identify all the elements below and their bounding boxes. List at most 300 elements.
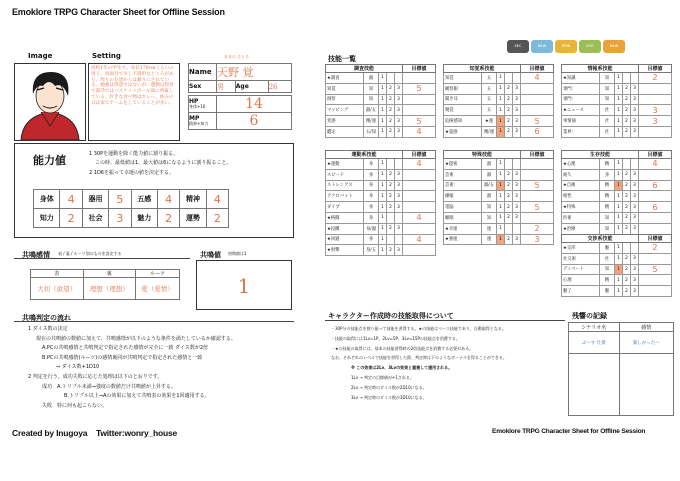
skill-level-1[interactable]: 1	[497, 94, 505, 105]
skill-goal: 5	[521, 180, 554, 191]
skill-ability: 知	[600, 223, 615, 234]
skill-level-2[interactable]: 2	[387, 191, 395, 202]
skill-goal	[403, 191, 436, 202]
skill-level-1[interactable]: 1	[379, 169, 387, 180]
skill-goal	[639, 275, 672, 286]
growth-line: ※ この効果は2Lv、3Lvの効果と重複して適用される。	[351, 365, 453, 371]
resonance-header: 表	[31, 270, 84, 278]
ability-rule1b: この時、最低値は1、最大値は6になるように割り振ること。	[95, 160, 232, 166]
skill-name: 睡眠	[444, 212, 482, 223]
skill-name: ★ニュース	[562, 105, 600, 116]
skill-level-1[interactable]: 1	[615, 94, 623, 105]
skill-level-2[interactable]: 2	[505, 105, 513, 116]
skill-level-2[interactable]: 2	[387, 245, 395, 256]
skill-level-1[interactable]: 1	[615, 202, 623, 213]
skill-row	[562, 180, 672, 191]
skill-level-3[interactable]: 3	[631, 191, 639, 202]
skill-group-survival	[561, 150, 671, 235]
skill-level-2[interactable]: 2	[623, 286, 631, 297]
skill-goal	[403, 94, 436, 105]
skill-level-2[interactable]: 2	[623, 223, 631, 234]
resonance-note: 表 / 裏 / ルーツ別のものを設定する	[58, 251, 122, 256]
skill-level-1[interactable]: 1	[379, 116, 387, 127]
skill-level-3[interactable]	[395, 73, 403, 84]
skill-level-2[interactable]: 2	[505, 126, 513, 137]
ability-value: 5	[109, 190, 131, 209]
footer-credit: Created by Inugoya	[12, 428, 88, 438]
skill-level-1[interactable]: 1	[615, 180, 623, 191]
skill-level-3[interactable]: 3	[395, 191, 403, 202]
skill-name: 電脳	[444, 202, 482, 213]
skill-level-3[interactable]: 3	[631, 264, 639, 275]
flow-line: 現在の共鳴値の数値に加えて、共鳴感情が以下のような条件を満たしているか確認する。	[36, 335, 236, 342]
skill-goal	[521, 169, 554, 180]
flow-line: ⇒ ダイス数+1D10	[56, 364, 100, 371]
skill-ability: 身	[364, 191, 379, 202]
skill-row	[326, 105, 436, 116]
skill-level-3[interactable]	[513, 73, 521, 84]
skill-row	[444, 83, 554, 94]
skill-level-1[interactable]: 1	[497, 105, 505, 116]
skill-level-2[interactable]	[623, 243, 631, 254]
ability-table	[33, 189, 229, 228]
skill-group-information	[561, 64, 671, 138]
skill-ability: 五	[482, 105, 497, 116]
skill-level-1[interactable]: 1	[379, 234, 387, 245]
skill-level-3[interactable]: 3	[395, 202, 403, 213]
skill-level-3[interactable]: 3	[395, 83, 403, 94]
skill-level-2[interactable]	[505, 223, 513, 234]
skill-level-3[interactable]	[631, 243, 639, 254]
skill-name: ダイブ	[326, 202, 364, 213]
skill-goal	[639, 94, 672, 105]
flow-title: 共鳴判定の流れ	[22, 314, 71, 322]
skill-row	[562, 191, 672, 202]
record-header: シナリオ名	[569, 323, 620, 332]
skill-level-1[interactable]: 1	[615, 243, 623, 254]
goal-header: 目標値	[639, 65, 672, 73]
skill-level-1[interactable]: 1	[497, 202, 505, 213]
skill-level-1[interactable]: 1	[497, 116, 505, 127]
skill-row	[444, 191, 554, 202]
skill-row	[562, 105, 672, 116]
skill-level-2[interactable]: 2	[623, 212, 631, 223]
name-label: Name	[189, 64, 217, 81]
skill-level-1[interactable]: 1	[615, 275, 623, 286]
skill-level-3[interactable]: 3	[395, 169, 403, 180]
skill-level-3[interactable]: 3	[631, 169, 639, 180]
skill-goal	[521, 191, 554, 202]
skill-level-1[interactable]: 1	[379, 83, 387, 94]
skill-ability: 知	[600, 94, 615, 105]
skill-row	[562, 202, 672, 213]
skill-ability: ★運	[482, 116, 497, 127]
skill-level-1[interactable]: 1	[615, 253, 623, 264]
skill-level-2[interactable]	[505, 159, 513, 170]
skill-row	[326, 159, 436, 170]
image-label: Image	[28, 52, 53, 60]
ability-rule1: 1 30Pを運動を除く能力値に割り振る。	[89, 151, 179, 157]
skill-row	[326, 83, 436, 94]
footer-twitter: Twitter:wonry_house	[96, 428, 178, 438]
skill-level-3[interactable]	[513, 159, 521, 170]
skill-level-3[interactable]: 3	[513, 191, 521, 202]
skill-level-1[interactable]: 1	[379, 191, 387, 202]
skill-level-1[interactable]: 1	[615, 286, 623, 297]
skill-row	[326, 94, 436, 105]
skill-level-3[interactable]: 3	[631, 223, 639, 234]
skill-level-2[interactable]: 2	[623, 116, 631, 127]
skill-level-3[interactable]: 3	[395, 223, 403, 234]
skill-row	[326, 212, 436, 223]
skill-goal	[639, 169, 672, 180]
hp-value: 14	[217, 96, 292, 113]
skill-level-1[interactable]: 1	[497, 159, 505, 170]
skill-row	[562, 243, 672, 254]
skill-level-3[interactable]: 3	[513, 105, 521, 116]
skill-level-3[interactable]: 3	[513, 116, 521, 127]
record-header: 感情	[619, 323, 674, 332]
badge: DOC	[579, 40, 601, 53]
ability-label: 知力	[34, 209, 60, 228]
skill-level-3[interactable]: 3	[395, 245, 403, 256]
skill-level-3[interactable]: 3	[513, 126, 521, 137]
skill-name: 魅了	[562, 286, 600, 297]
skill-level-1[interactable]: 1	[615, 73, 623, 84]
ability-label: 運勢	[180, 209, 206, 228]
resonance-value: 愛（愛情）	[136, 278, 180, 300]
skill-level-1[interactable]: 1	[615, 105, 623, 116]
skill-row	[444, 116, 554, 127]
skill-goal	[521, 94, 554, 105]
skill-name: 事情通	[562, 116, 600, 127]
skill-level-1[interactable]: 1	[497, 180, 505, 191]
character-portrait	[14, 63, 86, 141]
growth-line: 1Lv → 判定の目標値が+1される。	[351, 374, 414, 380]
skill-level-3[interactable]: 3	[631, 202, 639, 213]
skill-level-1[interactable]: 1	[615, 223, 623, 234]
ability-label: 精神	[180, 190, 206, 209]
skill-level-1[interactable]: 1	[615, 212, 623, 223]
skill-goal: 4	[403, 126, 436, 137]
skill-level-2[interactable]: 2	[623, 83, 631, 94]
skill-ability: 知	[482, 212, 497, 223]
skill-level-3[interactable]: 3	[631, 253, 639, 264]
skill-group-title: 特殊技能	[444, 151, 521, 159]
skill-level-2[interactable]: 2	[387, 105, 395, 116]
goal-header: 目標値	[403, 65, 436, 73]
skill-level-2[interactable]: 2	[505, 234, 513, 245]
skill-level-3[interactable]: 3	[631, 83, 639, 94]
skill-ability: 五	[482, 94, 497, 105]
ability-title: 能力値	[33, 154, 66, 167]
skill-level-2[interactable]: 2	[623, 264, 631, 275]
skill-level-1[interactable]: 1	[497, 191, 505, 202]
skill-goal	[403, 105, 436, 116]
resonance-box	[14, 258, 190, 312]
skill-ability: 身	[364, 212, 379, 223]
skill-level-2[interactable]: 2	[505, 202, 513, 213]
skill-level-2[interactable]: 2	[387, 94, 395, 105]
ability-label: 魅力	[131, 209, 157, 228]
skill-level-2[interactable]	[387, 234, 395, 245]
badge: NEW	[603, 40, 625, 53]
skill-level-3[interactable]: 3	[631, 94, 639, 105]
skill-level-3[interactable]: 3	[513, 169, 521, 180]
skill-ability: 精	[600, 202, 615, 213]
ability-panel	[14, 143, 294, 238]
skill-level-3[interactable]: 3	[631, 275, 639, 286]
skill-row	[562, 126, 672, 137]
skill-level-2[interactable]: 2	[505, 180, 513, 191]
skill-level-3[interactable]: 3	[513, 234, 521, 245]
skill-level-3[interactable]: 3	[513, 202, 521, 213]
skill-level-3[interactable]	[395, 212, 403, 223]
skill-level-1[interactable]: 1	[615, 126, 623, 137]
skill-level-1[interactable]: 1	[379, 202, 387, 213]
skill-name: ★格闘	[326, 212, 364, 223]
skill-goal	[403, 223, 436, 234]
skill-ability: 精	[600, 275, 615, 286]
skill-row	[444, 202, 554, 213]
skill-goal	[639, 223, 672, 234]
age-value: 26	[268, 81, 291, 93]
skill-level-3[interactable]: 3	[631, 286, 639, 297]
skill-row	[562, 159, 672, 170]
skill-row	[562, 212, 672, 223]
skill-row	[326, 73, 436, 84]
skill-level-2[interactable]: 2	[505, 191, 513, 202]
skill-row	[562, 275, 672, 286]
record-emotion: 楽しかった〜	[619, 332, 674, 354]
skill-ability: 精	[600, 180, 615, 191]
skill-level-3[interactable]: 3	[395, 180, 403, 191]
skill-ability: 知	[600, 83, 615, 94]
skill-level-2[interactable]: 2	[505, 169, 513, 180]
skill-level-2[interactable]: 2	[387, 116, 395, 127]
skill-level-2[interactable]: 2	[387, 202, 395, 213]
skill-goal: 4	[403, 159, 436, 170]
skill-goal: 3	[639, 105, 672, 116]
skill-level-2[interactable]: 2	[623, 191, 631, 202]
resonance-value-box	[196, 260, 292, 310]
skill-name: 心理	[562, 275, 600, 286]
goal-header: 目標値	[403, 151, 436, 159]
skill-goal	[403, 169, 436, 180]
skill-row	[562, 94, 672, 105]
skill-level-3[interactable]: 3	[513, 212, 521, 223]
skill-level-3[interactable]	[395, 234, 403, 245]
skill-level-2[interactable]	[623, 159, 631, 170]
skill-row	[562, 223, 672, 234]
skill-level-1[interactable]: 1	[615, 191, 623, 202]
growth-line: ・技能の取得には1Lv=1P、2Lv=5P、3Lv=15Pの技能点を消費する。	[331, 335, 460, 341]
skill-goal: 2	[639, 243, 672, 254]
skill-name: ★治療	[562, 223, 600, 234]
skill-level-3[interactable]: 3	[631, 126, 639, 137]
skill-level-3[interactable]: 3	[513, 180, 521, 191]
skill-ability: 五	[482, 73, 497, 84]
skill-level-2[interactable]: 2	[623, 105, 631, 116]
skill-level-2[interactable]	[505, 73, 513, 84]
skill-level-2[interactable]: 2	[623, 169, 631, 180]
skill-name: ★調査	[326, 73, 364, 84]
skill-ability: 精	[600, 191, 615, 202]
skill-level-2[interactable]	[387, 73, 395, 84]
skill-level-2[interactable]: 2	[505, 116, 513, 127]
skill-name: ディベート	[562, 264, 600, 275]
skill-level-1[interactable]: 1	[497, 234, 505, 245]
skill-level-3[interactable]: 3	[513, 83, 521, 94]
skill-level-1[interactable]: 1	[615, 264, 623, 275]
skill-level-1[interactable]: 1	[379, 126, 387, 137]
skill-name: 専門:	[562, 83, 600, 94]
skill-level-3[interactable]	[395, 159, 403, 170]
profile-panel	[188, 55, 292, 130]
skill-row	[326, 169, 436, 180]
skill-goal	[403, 73, 436, 84]
skill-level-3[interactable]	[513, 223, 521, 234]
skill-level-1[interactable]: 1	[379, 212, 387, 223]
skill-level-1[interactable]: 1	[379, 105, 387, 116]
name-ruby: あまの さとる	[224, 54, 250, 59]
skill-level-1[interactable]: 1	[379, 223, 387, 234]
skill-level-3[interactable]: 3	[513, 94, 521, 105]
skill-row	[444, 169, 554, 180]
portrait-illustration	[15, 64, 85, 140]
skill-goal	[521, 105, 554, 116]
sex-label: Sex	[189, 81, 217, 93]
skill-goal: 5	[639, 264, 672, 275]
skill-level-1[interactable]: 1	[379, 73, 387, 84]
skill-group-title: 調査技能	[326, 65, 403, 73]
skill-level-3[interactable]: 3	[395, 116, 403, 127]
skill-row	[444, 234, 554, 245]
skill-goal: 5	[403, 116, 436, 127]
skill-goal: 4	[639, 159, 672, 170]
skill-ability: 器/五	[482, 180, 497, 191]
skill-name: ★幸運	[444, 223, 482, 234]
skill-name: ★射撃	[326, 245, 364, 256]
resonance-value-note: 初期値は1	[228, 251, 247, 256]
badge-row	[505, 40, 625, 53]
hp-label: HP	[189, 98, 199, 106]
skill-goal: 2	[521, 223, 554, 234]
skill-ability: 知	[600, 212, 615, 223]
skill-level-1[interactable]: 1	[615, 159, 623, 170]
skill-level-3[interactable]	[631, 73, 639, 84]
record-scenario: ぷ〜す 仕掛	[569, 332, 620, 354]
skill-level-3[interactable]	[631, 159, 639, 170]
skill-ability: 知	[364, 94, 379, 105]
skill-ability: 身	[600, 169, 615, 180]
skill-level-2[interactable]: 2	[387, 180, 395, 191]
skill-level-1[interactable]: 1	[497, 212, 505, 223]
skill-level-3[interactable]: 3	[631, 105, 639, 116]
skill-goal	[403, 245, 436, 256]
badge: SEC	[507, 40, 529, 53]
skill-goal	[639, 253, 672, 264]
skill-name: 洞察	[326, 94, 364, 105]
skill-level-2[interactable]: 2	[505, 94, 513, 105]
skill-level-2[interactable]: 2	[623, 126, 631, 137]
skill-name: ★投擲	[326, 223, 364, 234]
skill-row	[562, 73, 672, 84]
skill-level-2[interactable]	[623, 73, 631, 84]
skill-level-2[interactable]: 2	[387, 169, 395, 180]
skill-name: 芸術	[444, 169, 482, 180]
skill-level-1[interactable]: 1	[497, 126, 505, 137]
skill-level-3[interactable]: 3	[631, 212, 639, 223]
skill-level-1[interactable]: 1	[497, 73, 505, 84]
skill-row	[444, 94, 554, 105]
skill-level-3[interactable]: 3	[395, 105, 403, 116]
skill-level-1[interactable]: 1	[615, 116, 623, 127]
skill-goal: 4	[521, 73, 554, 84]
skill-level-3[interactable]: 3	[395, 94, 403, 105]
ability-value: 2	[157, 209, 179, 228]
skill-row	[444, 126, 554, 137]
ability-label: 身体	[34, 190, 60, 209]
skill-level-2[interactable]	[387, 212, 395, 223]
skill-goal: 4	[403, 212, 436, 223]
skill-level-1[interactable]: 1	[379, 159, 387, 170]
skills-area	[325, 64, 675, 300]
skill-level-2[interactable]: 2	[623, 202, 631, 213]
skill-level-1[interactable]: 1	[615, 83, 623, 94]
skill-row	[562, 253, 672, 264]
ability-value: 2	[60, 209, 82, 228]
skill-level-2[interactable]: 2	[623, 275, 631, 286]
skill-level-1[interactable]: 1	[615, 169, 623, 180]
skill-level-2[interactable]: 2	[623, 94, 631, 105]
skill-level-2[interactable]: 2	[623, 253, 631, 264]
skill-level-3[interactable]: 3	[395, 126, 403, 137]
skill-level-1[interactable]: 1	[497, 83, 505, 94]
skill-level-2[interactable]: 2	[387, 126, 395, 137]
growth-line: 3Lv → 判定時のダイス数が3D10になる。	[351, 394, 427, 400]
skill-ability: 器	[482, 191, 497, 202]
ability-value: 4	[206, 190, 228, 209]
badge: NEW	[531, 40, 553, 53]
skill-ability: 身	[364, 180, 379, 191]
skill-goal: 5	[403, 83, 436, 94]
skill-ability: 精/運	[482, 126, 497, 137]
resonance-table	[30, 269, 180, 300]
skill-level-2[interactable]: 2	[623, 180, 631, 191]
skill-goal: 3	[639, 116, 672, 127]
skill-level-1[interactable]: 1	[379, 94, 387, 105]
skill-name: 鑑定	[326, 126, 364, 137]
skill-level-2[interactable]: 2	[387, 223, 395, 234]
hp-sub: 身体+10	[189, 104, 206, 110]
skill-level-3[interactable]: 3	[631, 116, 639, 127]
skill-row	[444, 73, 554, 84]
skill-goal: 6	[521, 126, 554, 137]
skill-level-2[interactable]: 2	[505, 212, 513, 223]
goal-header: 目標値	[521, 151, 554, 159]
skill-ability: 五	[482, 83, 497, 94]
skill-level-1[interactable]: 1	[379, 180, 387, 191]
skill-level-1[interactable]: 1	[497, 169, 505, 180]
skill-level-3[interactable]: 3	[631, 180, 639, 191]
resonance-header: ルーツ	[136, 270, 180, 278]
skill-level-1[interactable]: 1	[497, 223, 505, 234]
skill-level-2[interactable]: 2	[387, 83, 395, 94]
skill-level-2[interactable]: 2	[505, 83, 513, 94]
skill-level-2[interactable]	[387, 159, 395, 170]
skill-level-1[interactable]: 1	[379, 245, 387, 256]
